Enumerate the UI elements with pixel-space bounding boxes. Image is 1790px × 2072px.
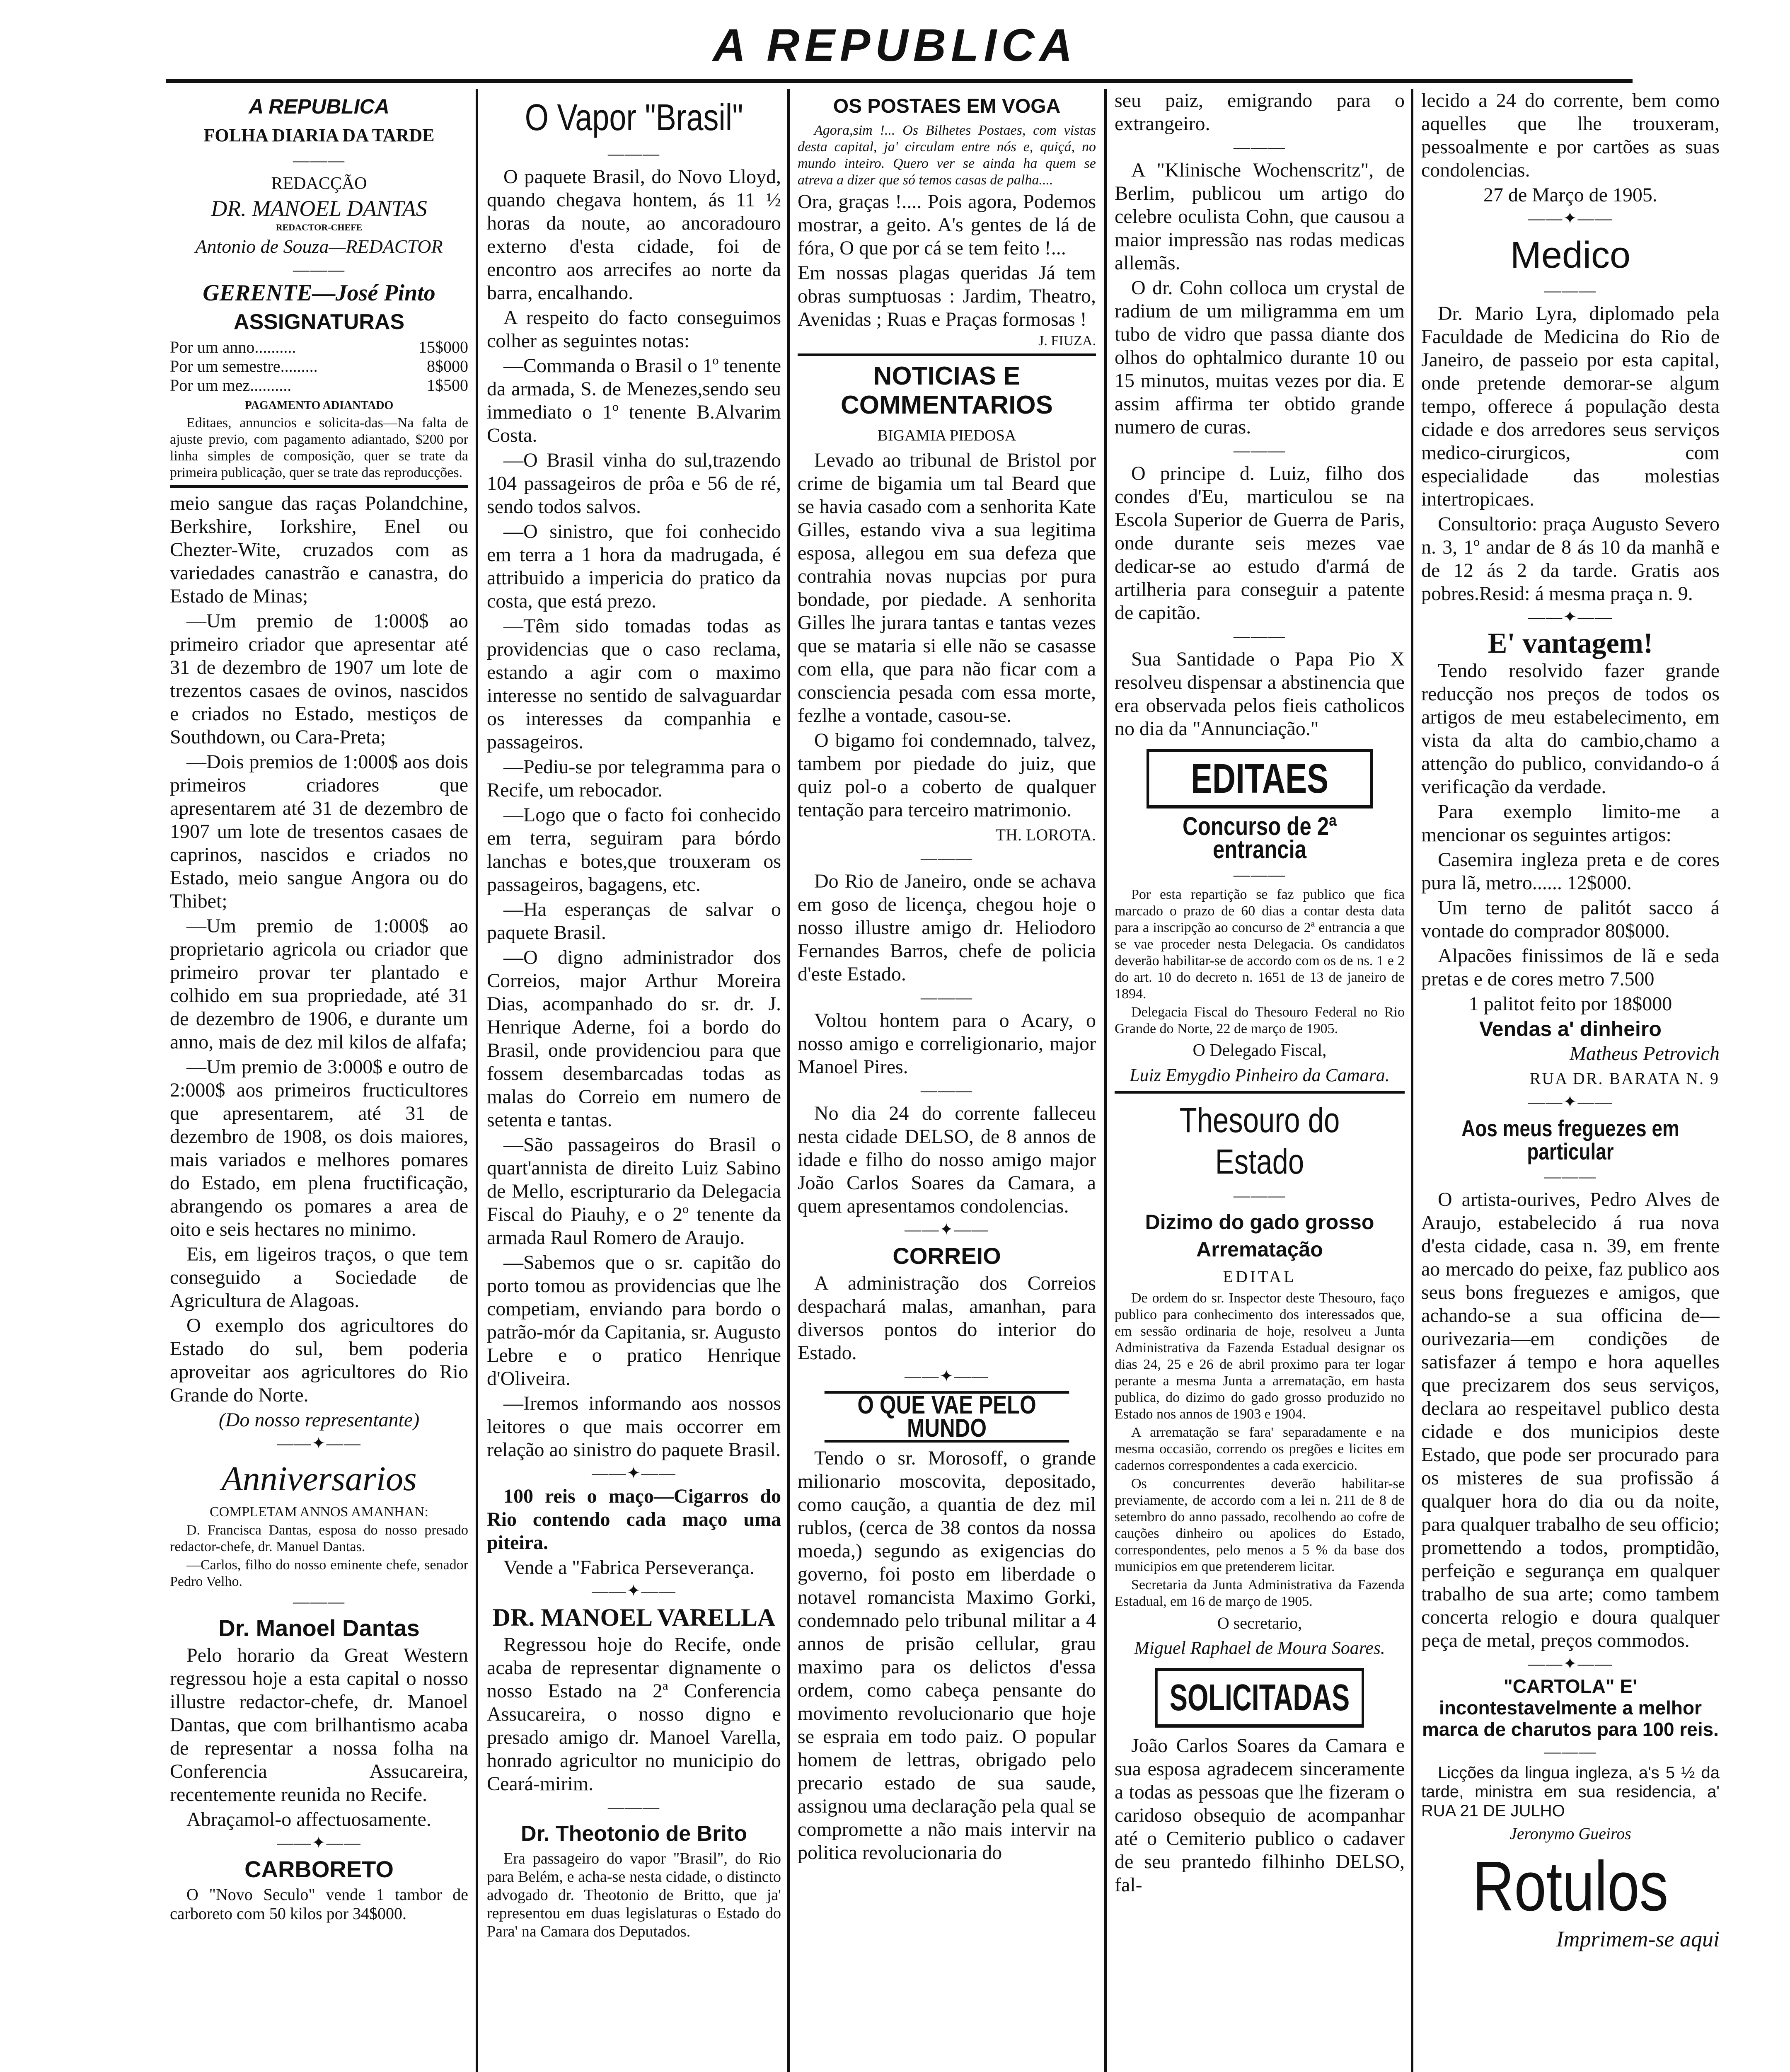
freguezes-title: Aos meus freguezes em particular [1461,1115,1679,1164]
sub-price: 8$000 [427,357,468,375]
postaes-title: OS POSTAES EM VOGA [833,95,1061,117]
ornament: ——— [1544,281,1596,300]
sub-price: 15$000 [418,338,468,356]
ornament: ——✦—— [1528,608,1613,626]
article-text: —Sabemos que o sr. capitão do porto tomou as providencias que lhe competiam, enviando para bordo o patrão-mór da Capitania, sr. Augusto Lebre e o pratico Henrique d'Oliveira. [487,1251,781,1389]
section-rule [170,485,468,488]
subscription-row [170,357,468,376]
masthead-rule [166,79,1633,83]
dizimo-title: Dizimo do gado grosso [1145,1210,1374,1234]
article-text: João Carlos Soares da Camara e sua esposa agradecem sinceramente a todas as pessoas que lhe fizeram o caridoso obsequio de acompanhar até o Cemiterio publico o cadaver de seu prantedo filhinho DELSO, fal- [1115,1735,1405,1896]
address-line: RUA DR. BARATA N. 9 [1529,1069,1720,1088]
article-text: Sua Santidade o Papa Pio X resolveu dispensar a abstinencia que era observada pelos fieis catholicos no dia da "Annunciação." [1115,648,1405,740]
article-text: —O Brasil vinha do sul,trazendo 104 passageiros de prôa e 56 de ré, sendo todos salvos. [487,449,781,518]
article-text: Vende a "Fabrica Perseverança. [503,1556,755,1578]
concurso-title: Concurso de 2ª entrancia [1183,812,1337,864]
article-text: —Dois premios de 1:000$ aos dois primeiros criadores que apresentarem até 31 de dezembro de 1907 um lote de tresentos casaes de caprinos, nascidos e criados no Estado, meio sangue Angora ou do Thibet; [170,751,468,912]
edital-label: EDITAL [1223,1267,1297,1286]
ornament: ——— [1234,865,1286,884]
ornament: ——✦—— [277,1833,361,1852]
delegado-label: O Delegado Fiscal, [1193,1041,1327,1060]
ornament: ——— [1234,627,1286,645]
column-rule [1411,89,1413,2072]
ornament: ——— [921,988,973,1007]
article-text: —Pediu-se por telegramma para o Recife, um rebocador. [487,756,781,801]
article-text: Tendo o sr. Morosoff, o grande milionario moscovita, depositado, como caução, a quantia de dez mil rublos, (cerca de 38 contos da nossa moeda,) segundo as exigencias do governo, foi posto em liberdade o notavel romancista Maximo Gorki, condemnado pelo tribunal militar a 4 annos de prisão cellular, grau maximo para os delictos d'essa ordem, como cabeça pensante do movimento revolucionario que hoje se espraia em todo paiz. O popular homem de lettras, obrigado pelo precario estado de sua saude, assignou uma declaração pela qual se compromette a não mais intervir na politica revolucionaria do [798,1447,1096,1864]
column-2 [487,89,781,2072]
poem-stanza: Ora, graças !.... Pois agora, Podemos mostrar, a geito. A's gentes de lá de fóra, O que por cá se tem feito !... [798,191,1096,259]
noticias-title: NOTICIAS E COMMENTARIOS [840,362,1053,419]
subscription-row [170,338,468,357]
ornament: ——— [293,1592,345,1611]
article-text: —Um premio de 3:000$ e outro de 2:000$ aos primeiros fructicultores que apresentarem, até 31 de dezembro de 1908, os dois maiores, mais variados e melhores pomares do Estado, em plena fructificação, abrangendo os pomares a area de oito e seis hectares no minimo. [170,1056,468,1240]
correio-title: CORREIO [893,1243,1001,1269]
poem-intro: Agora,sim !... Os Bilhetes Postaes, com vistas desta capital, ja' circulam entre nós e, quiçá, no mundo inteiro. Quero ver se ainda ha quem se atreva a dizer que só temos casas de palha.... [798,123,1096,188]
article-text: A "Klinische Wochenscritz", de Berlim, publicou um artigo do celebre oculista Cohn, que causou a maior impressão nas rodas medicas allemãs. [1115,159,1405,274]
article-text: Secretaria da Junta Administrativa da Fazenda Estadual, em 16 de março de 1905. [1115,1577,1405,1609]
article-text: Levado ao tribunal de Bristol por crime de bigamia um tal Beard que se havia casado com a senhorita Kate Gilles, estando viva a sua legitima esposa, allegou em sua defeza que contrahia novas nupcias por pura bondade, por piedade. A senhorita Gilles lhe jurara tantas e tantas vezes que se mataria si elle não se casasse com ella, que para não ficar com a consciencia pesada com essa morte, fezlhe a vontade, casou-se. [798,449,1096,726]
cartola-ad: "CARTOLA" E' incontestavelmente a melhor marca de charutos para 100 reis. [1422,1675,1719,1740]
article-text: Tendo resolvido fazer grande reducção nos preços de todos os artigos de meu estabelecimento, em vista da alta do cambio,chamo a attenção do publico, convidando-o á verificação da verdade. [1421,660,1720,798]
vendas-label: Vendas a' dinheiro [1479,1017,1662,1041]
article-text: Casemira ingleza preta e de cores pura lã, metro...... 12$000. [1421,849,1720,894]
article-text: —São passageiros do Brasil o quart'annista de direito Luiz Sabino de Mello, escripturario da Delegacia Fiscal do Piauhy, e o 2º tenente da armada Raul Romero de Araujo. [487,1134,781,1249]
bigamia-title: BIGAMIA PIEDOSA [877,427,1016,444]
article-text: Alpacões finissimos de lã e seda pretas e de cores metro 7.500 [1421,945,1720,990]
article-text: —Ha esperanças de salvar o paquete Brasil. [487,898,781,944]
article-text: O "Novo Seculo" vende 1 tambor de carboreto com 50 kilos por 34$000. [170,1885,468,1923]
article-text: Dr. Mario Lyra, diplomado pela Faculdade de Medicina do Rio de Janeiro, de passeio por esta capital, onde pretende demorar-se algum tempo, offerece á população desta cidade e dos arredores seus serviços medico-cirurgicos, com especialidade das molestias intertropicaes. [1421,303,1720,510]
article-text: A administração dos Correios despachará malas, amanhan, para diversos pontos do interior do Estado. [798,1272,1096,1364]
ornament: ——— [1544,1742,1596,1761]
article-text: Delegacia Fiscal do Thesouro Federal no Rio Grande do Norte, 22 de março de 1905. [1115,1005,1405,1036]
medico-title: Medico [1510,235,1631,276]
article-text: Por esta repartição se faz publico que fica marcado o prazo de 60 dias a contar desta data para a inscripção ao concurso de 2ª entrancia a que se vae proceder nesta Delegacia. Os candidatos deverão habilitar-se de accordo com os de ns. 1 e 2 do art. 10 do decreto n. 1651 de 13 de janeiro de 1894. [1115,887,1405,1002]
anniv-item: D. Francisca Dantas, esposa do nosso presado redactor-chefe, dr. Manuel Dantas. [170,1523,468,1554]
imprimem-line: Imprimem-se aqui [1556,1927,1720,1951]
ornament: ——— [921,1081,973,1099]
ornament: ——— [1544,1167,1596,1186]
date-line: 27 de Março de 1905. [1483,184,1657,206]
editor-name: DR. MANOEL DANTAS [211,196,427,221]
ornament: ——— [921,849,973,867]
ornament: ——✦—— [592,1581,676,1600]
article-text: —O sinistro, que foi conhecido em terra a 1 hora da madrugada, é attribuido a impericia do pratico da costa, que está prezo. [487,520,781,612]
cigarros-ad: 100 reis o maço—Cigarros do Rio contendo cada maço uma piteira. [487,1485,781,1554]
subscription-row [170,376,468,395]
article-text: —Um premio de 1:000$ ao primeiro criador que apresentar até 31 de dezembro de 1907 um lote de trezentos casaes de ovinos, nascidos e criados no Estado, mestiços de Southdown, ou Cara-Preta; [170,610,468,748]
licoes-ad: Licções da lingua ingleza, a's 5 ½ da tarde, ministra em sua residencia, a' RUA 21 DE JULHO [1421,1764,1720,1820]
dantas-title: Dr. Manoel Dantas [218,1615,420,1641]
article-text: —Commanda o Brasil o 1º tenente da armada, S. de Menezes,sendo seu immediato o 1º tenente B.Alvarim Costa. [487,355,781,446]
varella-title: DR. MANOEL VARELLA [492,1604,776,1631]
carboreto-title: CARBORETO [244,1856,394,1882]
masthead: A REPUBLICA [713,20,1077,71]
article-text: —Logo que o facto foi conhecido em terra, seguiram para bórdo lanchas e botes,que trouxeram os passageiros, bagagens, etc. [487,804,781,896]
article-text: Consultorio: praça Augusto Severo n. 3, 1º andar de 8 ás 10 da manhã e de 12 ás 2 da tarde. Gratis aos pobres.Resid: á mesma praça n. 9. [1421,513,1720,605]
article-text: —Iremos informando aos nossos leitores o que mais occorrer em relação ao sinistro do paquete Brasil. [487,1392,781,1461]
column-3 [798,89,1096,2072]
column-4 [1115,89,1405,2072]
article-text: Um terno de palitót sacco á vontade do comprador 80$000. [1421,897,1720,942]
article-text: Do Rio de Janeiro, onde se achava em goso de licença, chegou hoje o nosso illustre amigo dr. Heliodoro Fernandes Barros, chefe de policia d'este Estado. [798,870,1096,985]
editaes-note: Editaes, annuncios e solicita-das—Na falta de ajuste previo, com pagamento adiantado, $200 por linha simples de composição, quer se trate da primeira publicação, quer se trate das reproducções. [170,415,468,480]
ornament: ——— [608,144,660,163]
article-text: seu paiz, emigrando para o extrangeiro. [1115,90,1405,135]
section-rule [798,353,1096,356]
brito-title: Dr. Theotonio de Brito [521,1822,747,1846]
paper-title: A REPUBLICA [249,95,389,118]
ornament: ——✦—— [592,1464,676,1482]
article-text: O dr. Cohn colloca um crystal de radium de um miligramma em um tubo de vidro que passa diante dos olhos do ophtalmico durante 10 ou 15 minutos, muitas vezes por dia. E assim affirma ter obtido grande numero de curas. [1115,277,1405,438]
ornament: ——✦—— [277,1434,361,1452]
ornament: ——— [293,260,345,279]
anniv-intro: COMPLETAM ANNOS AMANHAN: [209,1504,429,1520]
redactor-line: Antonio de Souza—REDACTOR [195,236,443,257]
article-text: De ordem do sr. Inspector deste Thesouro, faço publico para conhecimento dos interessados que, em sessão ordinaria de hoje, resolveu a Junta Administrativa da Fazenda Estadual designar os dias 24, 25 e 26 de abril proximo para ter logar perante a mesma Junta a arrematação, em hasta publica, do dizimo do gado grosso produzido no Estado nos annos de 1903 e 1904. [1115,1290,1405,1422]
article-text: No dia 24 do corrente falleceu nesta cidade DELSO, de 8 annos de idade e filho do nosso amigo major João Carlos Soares da Camara, a quem apresentamos condolencias. [798,1102,1096,1217]
article-text: meio sangue das raças Polandchine, Berkshire, Iorkshire, Enel ou Chezter-Wite, cruzados com as variedades canastrão e canastra, do Estado de Minas; [170,492,468,607]
arrematacao-title: Arrematação [1196,1238,1323,1261]
signature: (Do nosso representante) [218,1409,420,1431]
article-text: O bigamo foi condemnado, talvez, tambem por piedade do juiz, que quiz pol-o a coberto de qualquer tentação para terceiro matrimonio. [798,729,1096,821]
ornament: ——✦—— [1528,1654,1613,1673]
solicitadas-title: SOLICITADAS [1155,1668,1364,1728]
editor-role: REDACTOR-CHEFE [276,222,363,232]
article-text: Era passageiro do vapor "Brasil", do Rio para Belém, e acha-se nesta cidade, o distincto advogado dr. Theotonio de Britto, que ja' representou em duas legislaturas o Estado do Para' na Camara dos Deputados. [487,1850,781,1940]
delegado-name: Luiz Emygdio Pinheiro da Camara. [1130,1065,1390,1085]
article-text: Eis, em ligeiros traços, o que tem conseguido a Sociedade de Agricultura de Alagoas. [170,1243,468,1312]
sub-price: 1$500 [427,376,468,395]
secretario-label: O secretario, [1217,1614,1302,1632]
sub-label: Por um anno.......... [170,338,296,356]
sub-label: Por um semestre......... [170,357,318,375]
thesouro-title: Thesouro do Estado [1179,1101,1340,1181]
column-rule [787,89,790,2072]
ornament: ——✦—— [905,1220,989,1239]
pagamento-label: PAGAMENTO ADIANTADO [244,399,394,412]
assinaturas-title: ASSIGNATURAS [233,310,405,334]
column-1 [170,89,468,2072]
paper-subtitle: FOLHA DIARIA DA TARDE [203,125,435,145]
editaes-title: EDITAES [1147,749,1373,808]
vapor-title: O Vapor "Brasil" [525,97,743,138]
column-5 [1421,89,1720,2072]
article-text: —Um premio de 1:000$ ao proprietario agricola ou criador que primeiro provar ter plantado e colhido em sua propriedade, até 31 de dezembro de 1906, e durante um anno, mais de dez mil kilos de alfafa; [170,915,468,1053]
article-text: A arrematação se fara' separadamente e na mesma occasião, correndo os pregões e licites em cadernos correspondentes a cada exercicio. [1115,1425,1405,1473]
ornament: ——✦—— [905,1367,989,1385]
article-text: O exemplo dos agricultores do Estado do sul, bem poderia aproveitar aos agricultores do Rio Grande do Norte. [170,1314,468,1406]
article-text: A respeito do facto conseguimos colher as seguintes notas: [487,307,781,352]
ornament: ——✦—— [1528,209,1613,228]
article-text: —O digno administrador dos Correios, major Arthur Moreira Dias, acompanhado do sr. dr. J. Henrique Aderne, foi a bordo do Brasil, onde providenciou para que fossem desembarcadas todas as malas do Correio em numero de setenta e tantas. [487,946,781,1131]
anniv-item: —Carlos, filho do nosso eminente chefe, senador Pedro Velho. [170,1557,468,1589]
ornament: ——— [1234,1186,1286,1205]
article-text: Regressou hoje do Recife, onde acaba de representar dignamente o nosso Estado na 2ª Conferencia Assucareira, o nosso digno e presado amigo dr. Manoel Varella, honrado agricultor no municipio do Ceará-mirim. [487,1634,781,1795]
ornament: ——— [1234,441,1286,460]
signature: Matheus Petrovich [1569,1043,1720,1065]
article-text: —Têm sido tomadas todas as providencias que o caso reclama, estando a agir com o maximo interesse no sentido de salvaguardar os interesses da companhia e passageiros. [487,615,781,753]
article-text: Pelo horario da Great Western regressou hoje a esta capital o nosso illustre redactor-chefe, dr. Manoel Dantas, que com brilhantismo acaba de representar a nossa folha na Conferencia Assucareira, recentemente reunida no Recife. [170,1644,468,1806]
article-text: O paquete Brasil, do Novo Lloyd, quando chegava hontem, ás 11 ½ horas da noute, ao ancoradouro externo d'esta cidade, foi de encontro aos arrecifes ao norte da barra, encalhando. [487,166,781,304]
vantagem-title: E' vantagem! [1488,627,1653,659]
article-text: Os concurrentes deverão habilitar-se previamente, de accordo com a lei n. 211 de 8 de setembro do anno passado, recolhendo ao cofre de cauções dinheiro ou apolices do Estado, correspondentes, pelo menos a 5 % da base dos municipios em que pretenderem licitar. [1115,1476,1405,1574]
signature: TH. LOROTA. [995,825,1096,844]
column-rule [476,89,478,2072]
ornament: ——— [1234,138,1286,156]
article-text: Para exemplo limito-me a mencionar os seguintes artigos: [1421,801,1720,846]
article-text: Abraçamol-o affectuosamente. [186,1808,431,1830]
subscription-list [170,338,468,395]
article-text: 1 palitot feito por 18$000 [1468,993,1672,1015]
poem-stanza: Em nossas plagas queridas Já tem obras sumptuosas : Jardim, Theatro, Avenidas ; Ruas e Praças formosas ! [798,262,1096,330]
section-rule [1115,1091,1405,1094]
article-text: Voltou hontem para o Acary, o nosso amigo e correligionario, major Manoel Pires. [798,1009,1096,1078]
article-text: O principe d. Luiz, filho dos condes d'Eu, marticulou se na Escola Superior de Guerra de Paris, onde durante seis mezes vae dedicar-se ao estudo d'armá de artilheria para conseguir a patente de capitão. [1115,462,1405,624]
ornament: ——— [608,1798,660,1816]
sub-label: Por um mez.......... [170,376,292,395]
secretario-name: Miguel Raphael de Moura Soares. [1134,1638,1385,1658]
column-rule [1104,89,1107,2072]
anniversarios-title: Anniversarios [221,1460,417,1498]
rotulos-title: Rotulos [1472,1847,1669,1926]
signature: J. FIUZA. [1038,333,1096,349]
article-text: O artista-ourives, Pedro Alves de Araujo, estabelecido á rua nova d'esta cidade, casa n. 39, em frente ao mercado do peixe, faz publico aos seus bons freguezes e amigos, que achando-se a sua officina de—ourivezaria—em condições de satisfazer á tempo e hora aquelles que precizarem dos seus serviços, declara ao respeitavel publico desta cidade e dos municipios deste Estado, que pode ser procurado para os misteres de sua profissão á qualquer hora do dia ou da noite, para qualquer trabalho de seu officio; promettendo a todos, promptidão, perfeição e segurança em qualquer trabalho de sua arte; como tambem concerta relogio e doura qualquer peça de metal, preços commodos. [1421,1188,1720,1651]
signature: Jeronymo Gueiros [1509,1824,1631,1843]
redaccao-label: REDACÇÃO [271,174,367,193]
article-text: lecido a 24 do corrente, bem como aquelles que lhe trouxeram, pessoalmente e por cartões as suas condolencias. [1421,90,1720,181]
mundo-title: O QUE VAE PELO MUNDO [825,1391,1069,1443]
gerente-line: GERENTE—José Pinto [203,280,435,306]
ornament: ——— [293,151,345,169]
ornament: ——✦—— [1528,1092,1613,1111]
